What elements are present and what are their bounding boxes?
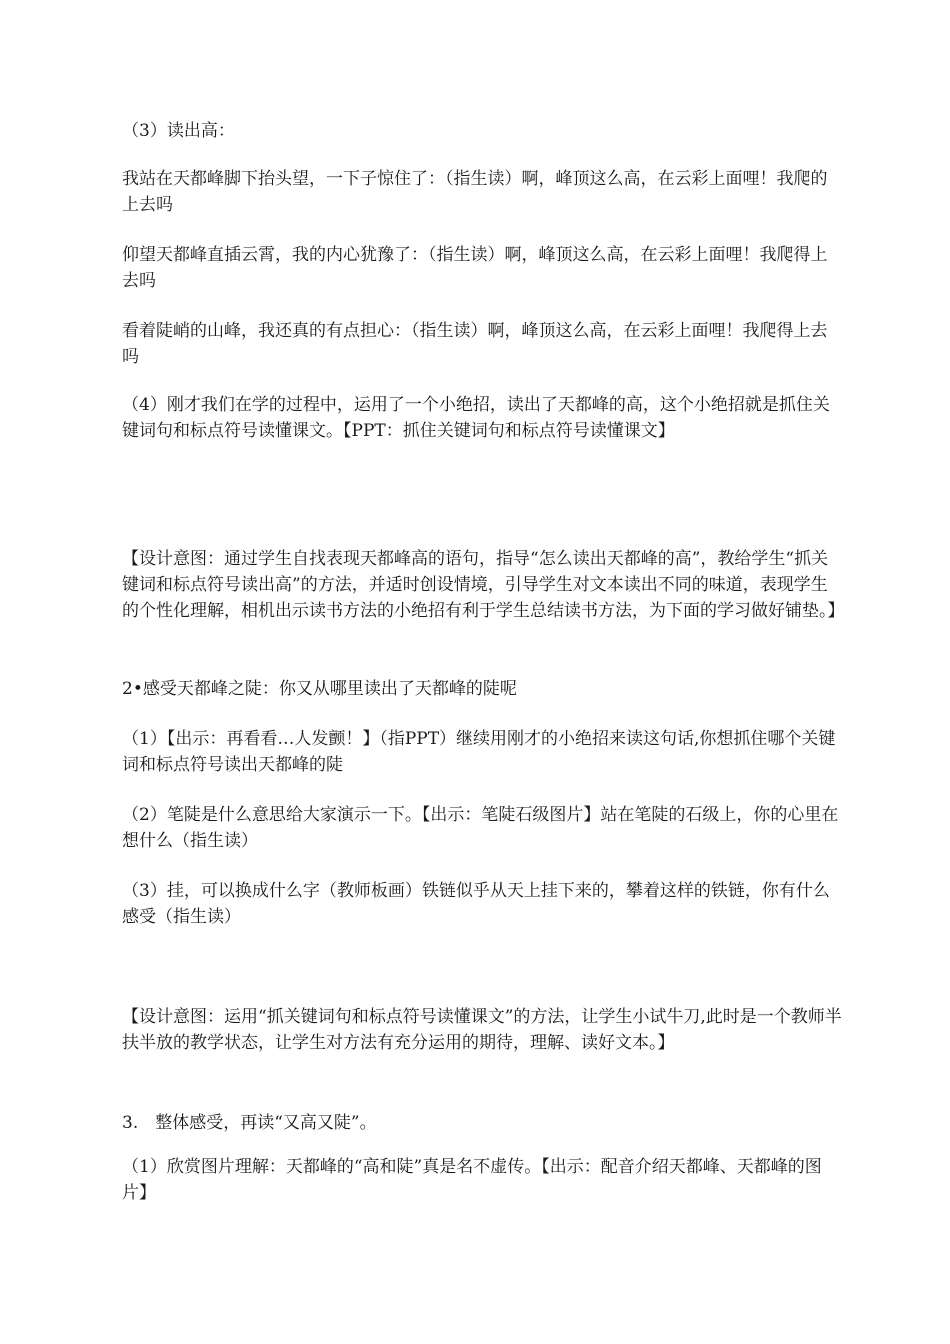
section-2-item-2: （2）笔陡是什么意思给大家演示一下。【出示：笔陡石级图片】站在笔陡的石级上，你的心里在想什么（指生读） xyxy=(122,805,839,851)
reading-line-1: 我站在天都峰脚下抬头望，一下子惊住了：（指生读）啊，峰顶这么高，在云彩上面哩！我爬的上去吗 xyxy=(122,169,828,215)
section-2-item-3: （3）挂，可以换成什么字（教师板画）铁链似乎从天上挂下来的，攀着这样的铁链，你有什么感受（指生读） xyxy=(122,881,830,927)
section-3-heading: 3. 整体感受，再读“又高又陡”。 xyxy=(122,1113,377,1133)
step-4-paragraph: （4）刚才我们在学的过程中，运用了一个小绝招，读出了天都峰的高，这个小绝招就是抓住关键词句和标点符号读懂课文。【PPT：抓住关键词句和标点符号读懂课文】 xyxy=(122,395,830,441)
design-intent-2: 【设计意图：运用“抓关键词句和标点符号读懂课文”的方法，让学生小试牛刀,此时是一个教师半扶半放的教学状态，让学生对方法有充分运用的期待，理解、读好文本。】 xyxy=(122,1007,842,1053)
reading-line-3: 看着陡峭的山峰，我还真的有点担心：（指生读）啊，峰顶这么高，在云彩上面哩！我爬得上去吗 xyxy=(122,321,828,367)
step-3-heading: （3）读出高： xyxy=(122,121,235,141)
section-3-item-1: （1）欣赏图片理解：天都峰的“高和陡”真是名不虚传。【出示：配音介绍天都峰、天都峰的图片】 xyxy=(122,1157,822,1203)
section-2-item-1: （1）【出示：再看看…人发颤！】（指PPT）继续用刚才的小绝招来读这句话,你想抓住哪个关键词和标点符号读出天都峰的陡 xyxy=(122,729,836,775)
reading-line-2: 仰望天都峰直插云霄，我的内心犹豫了：（指生读）啊，峰顶这么高，在云彩上面哩！我爬得上去吗 xyxy=(122,245,828,291)
design-intent-1: 【设计意图：通过学生自找表现天都峰高的语句，指导“怎么读出天都峰的高”，教给学生“抓关键词和标点符号读出高”的方法，并适时创设情境，引导学生对文本读出不同的味道，表现学生的个性化理解，相机出示读书方法的小绝招有利于学生总结读书方法，为下面的学习做好铺垫。】 xyxy=(122,549,845,621)
section-2-heading: 2•感受天都峰之陡：你又从哪里读出了天都峰的陡呢 xyxy=(122,679,517,699)
